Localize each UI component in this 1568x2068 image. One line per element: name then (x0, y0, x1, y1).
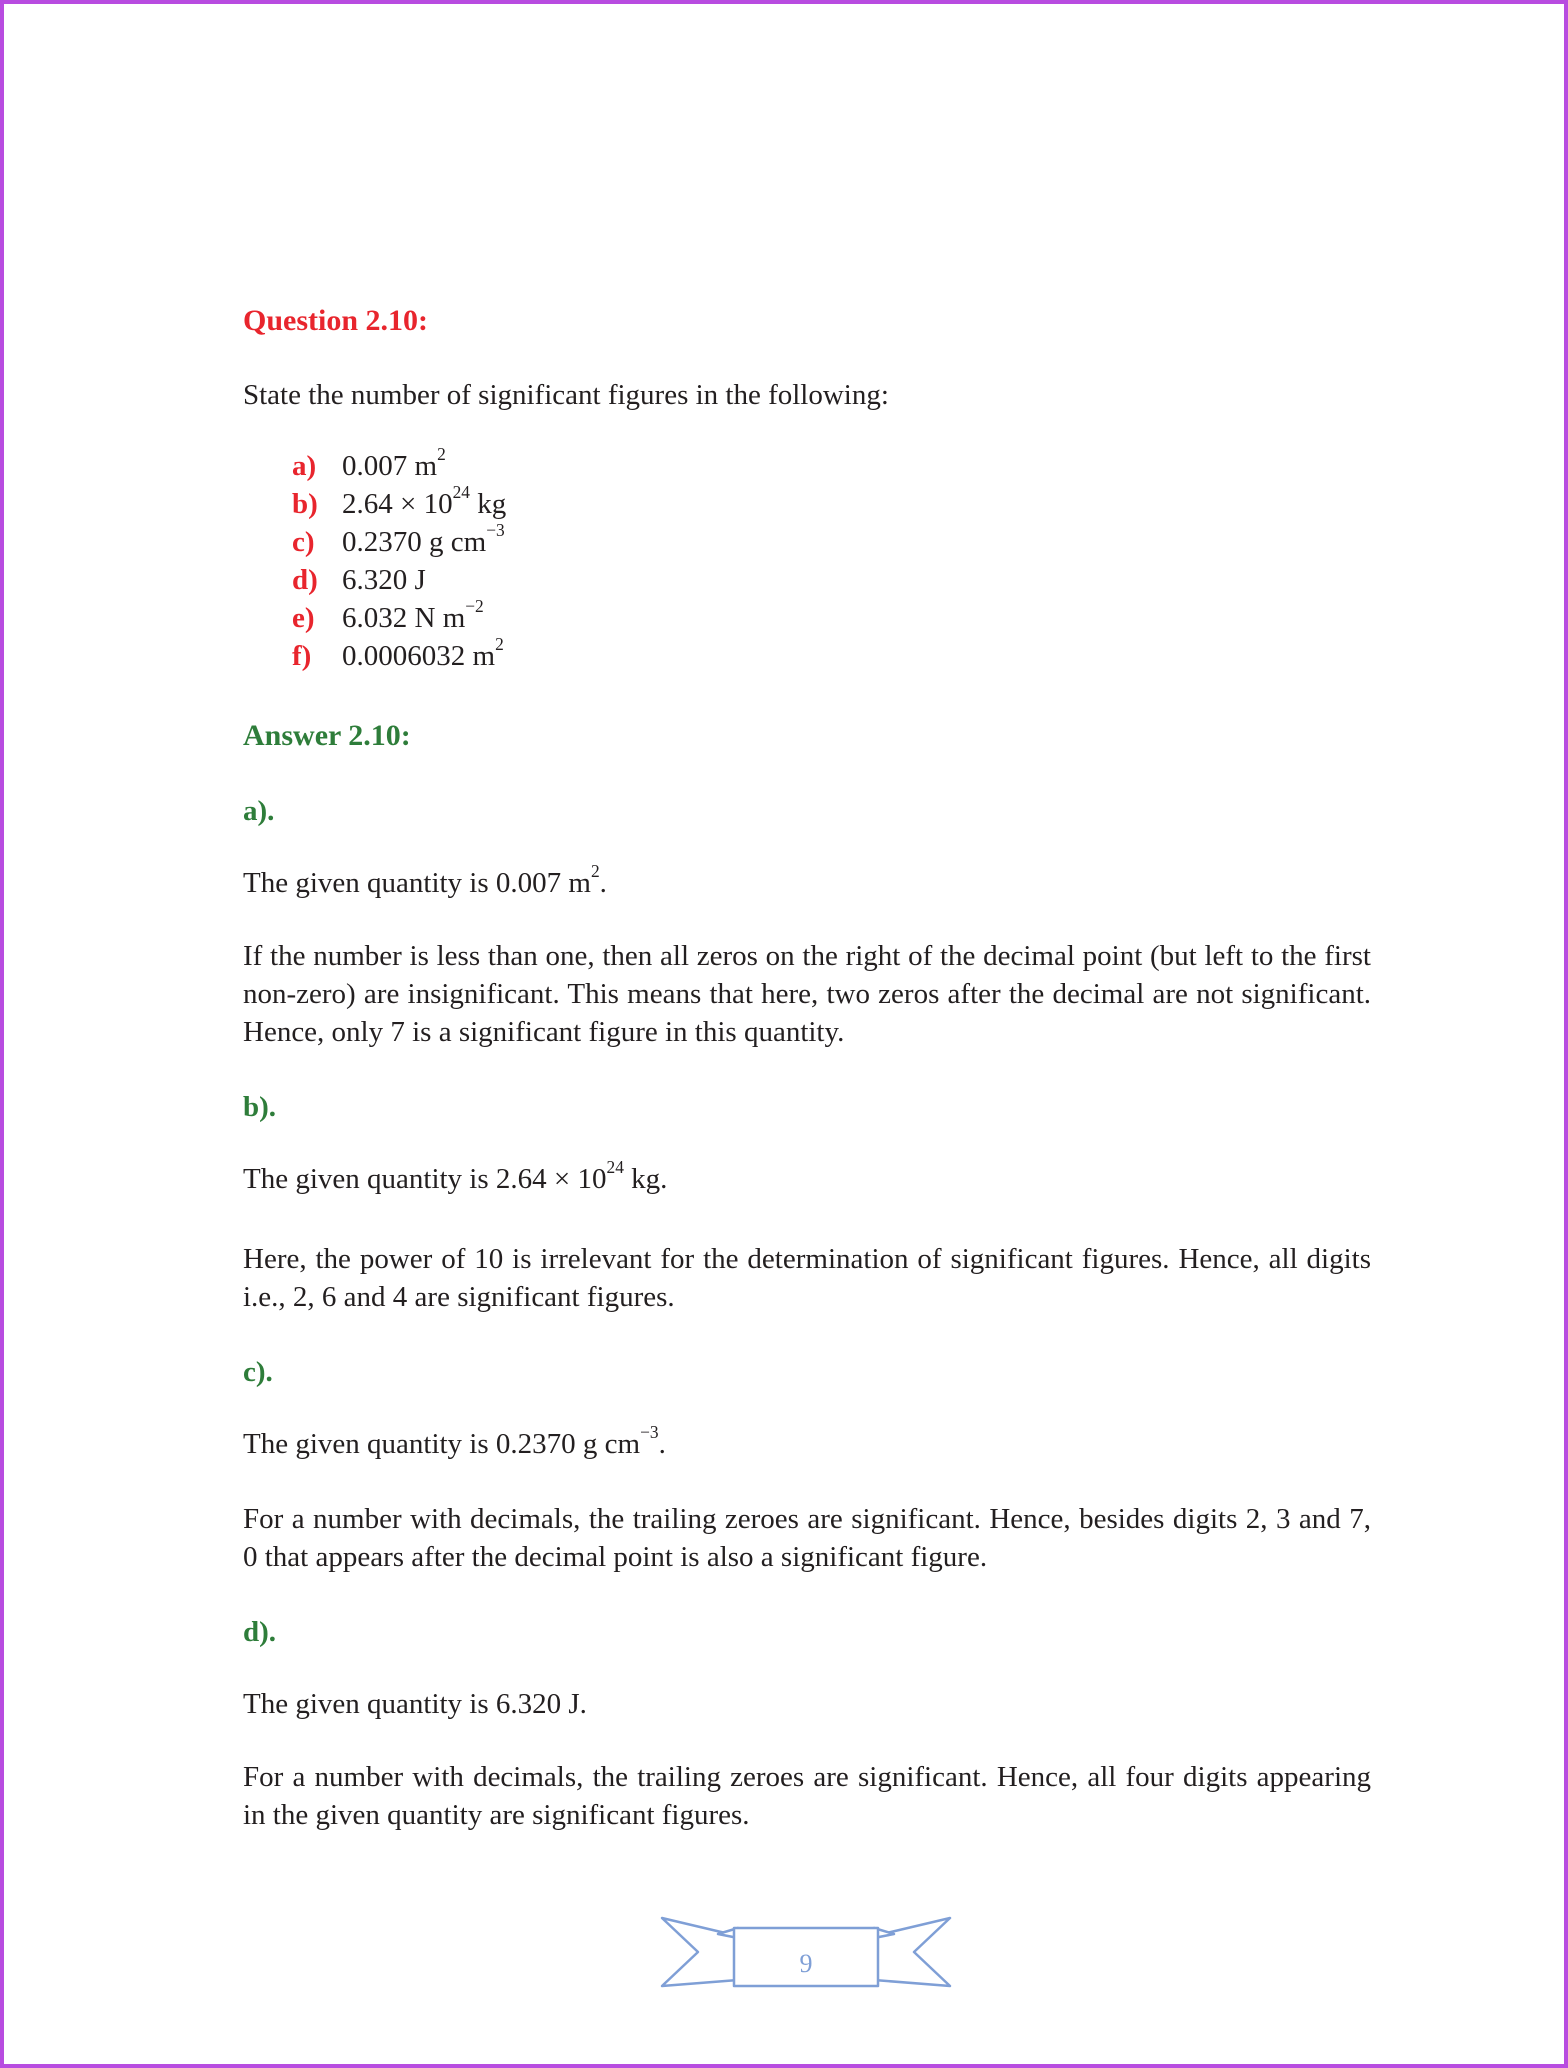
question-heading: Question 2.10: (243, 304, 429, 337)
option-item (292, 520, 506, 561)
options-list (292, 444, 507, 675)
answer-part-a-label: a). (243, 795, 275, 827)
option-text: 0.0006032 $m^2$ (342, 634, 504, 672)
answer-part-d-given: The given quantity is 6.320 J. (243, 1688, 587, 1720)
option-item (292, 634, 506, 675)
answer-part-b-label: b). (243, 1091, 277, 1123)
page-number-ribbon (660, 1912, 952, 2002)
answer-part-b-given: The given quantity is $2.64 \times 10^{24}$ kg. (243, 1157, 668, 1195)
option-letter: d) (292, 564, 318, 596)
answer-part-d-explanation: For a number with decimals, the trailing zeroes are significant. Hence, all four digits appearing in the given quantity are significant figures. (243, 1761, 1371, 1831)
option-letter: a) (292, 450, 317, 482)
answer-part-c-label: c). (243, 1356, 273, 1388)
option-item (292, 482, 507, 523)
option-item (292, 561, 506, 599)
option-item (292, 596, 506, 637)
question-prompt: State the number of significant figures in the following: (243, 379, 889, 411)
answer-part-d-label: d). (243, 1616, 277, 1648)
option-item (292, 444, 506, 485)
answer-part-c-explanation: For a number with decimals, the trailing zeroes are significant. Hence, besides digits 2, 3 and 7, 0 that appears after the decimal point is also a significant figure. (243, 1503, 1371, 1573)
ribbon-icon (660, 1912, 952, 2002)
option-text: 0.2370 g $cm^{-3}$ (342, 520, 505, 558)
answer-part-c-given: The given quantity is 0.2370 g $cm^{-3}$. (243, 1422, 666, 1460)
option-letter: e) (292, 602, 315, 634)
option-letter: f) (292, 640, 312, 672)
option-letter: b) (292, 488, 318, 520)
answer-part-a-explanation: If the number is less than one, then all zeros on the right of the decimal point (but left to the first non-zero) are insignificant. This means that here, two zeros after the decimal are not significant. Hence, only 7 is a significant figure in this quantity. (243, 940, 1371, 1048)
option-text: $2.64 \times 10^{24}$ kg (342, 482, 507, 520)
answer-heading: Answer 2.10: (243, 719, 411, 752)
option-letter: c) (292, 526, 315, 558)
answer-part-a-given: The given quantity is 0.007 $m^2$. (243, 861, 607, 899)
answer-part-b-explanation: Here, the power of 10 is irrelevant for the determination of significant figures. Hence, all digits i.e., 2, 6 and 4 are significant figures. (243, 1243, 1371, 1313)
option-text: 6.320 J (342, 564, 426, 596)
option-text: 6.032 N $m^{-2}$ (342, 596, 484, 634)
page-number: 9 (799, 1949, 813, 1978)
option-text: 0.007 $m^2$ (342, 444, 446, 482)
